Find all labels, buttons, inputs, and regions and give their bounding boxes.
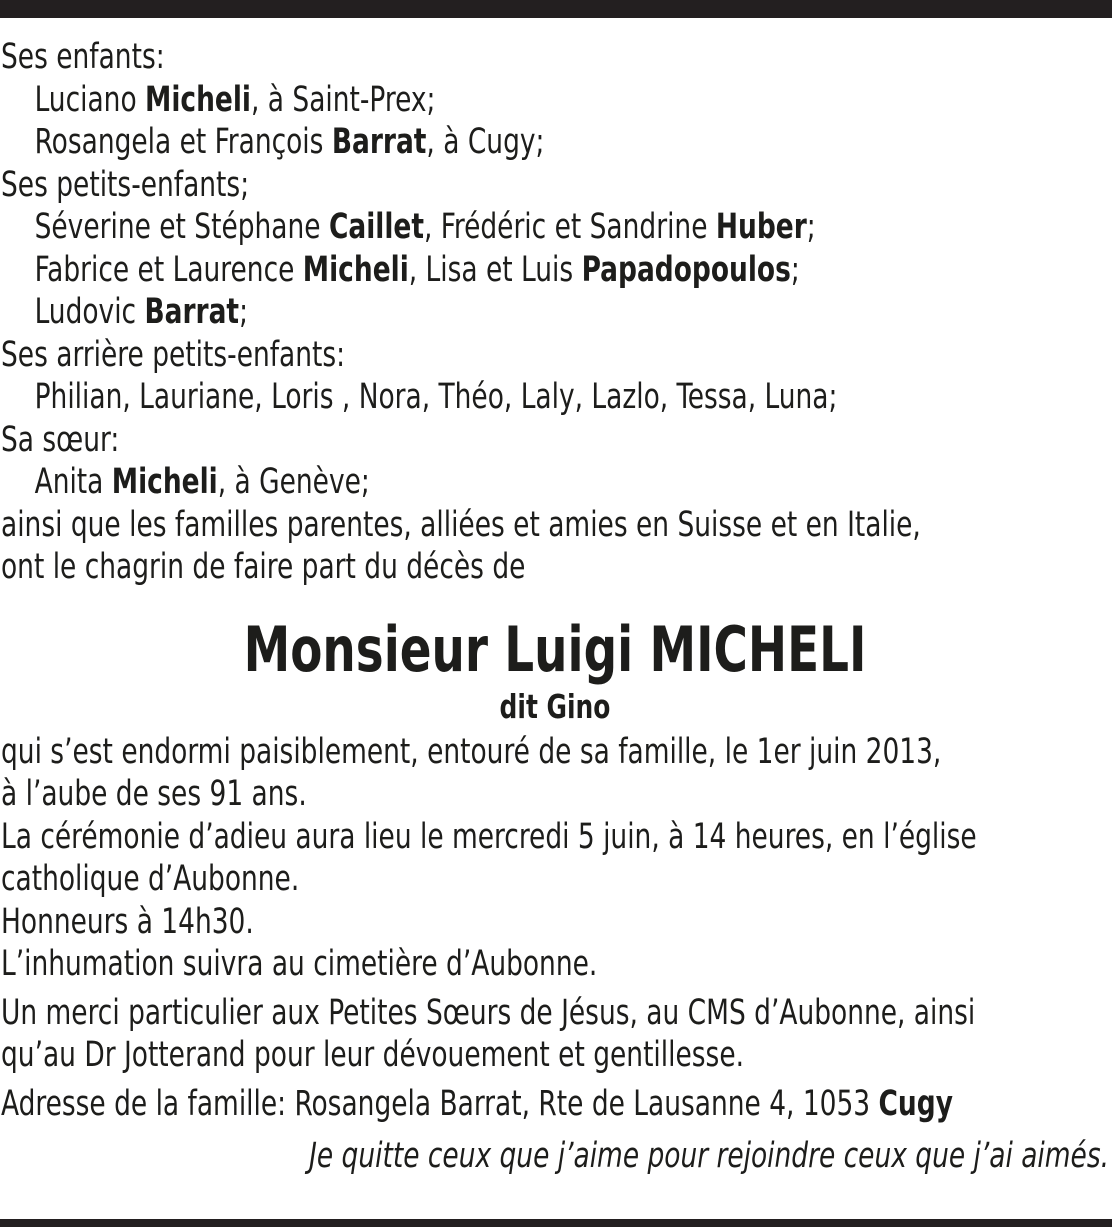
gc-surname: Caillet: [328, 207, 424, 247]
child-last: Micheli: [145, 79, 251, 120]
gc-text: , Lisa et Luis: [408, 249, 582, 290]
obituary-notice: [1, 36, 1109, 1178]
child-luciano: [1, 79, 932, 122]
grandchildren-line-1: [1, 206, 932, 249]
grandchildren-heading: Ses petits-enfants;: [1, 164, 250, 205]
gc-surname: Papadopoulos: [581, 249, 791, 290]
other-families: ainsi que les familles parentes, alliées et amies en Suisse et en Italie,: [1, 504, 921, 545]
sister-last: Micheli: [111, 462, 218, 502]
ceremony-line-1: La cérémonie d’adieu aura lieu le mercredi 5 juin, à 14 heures, en l’église: [1, 816, 977, 857]
closing-quote: Je quitte ceux que j’aime pour rejoindre ceux que j’ai aimés.: [309, 1136, 1110, 1176]
sister-first: Anita: [34, 462, 112, 502]
grandchildren-line-3: [1, 291, 932, 334]
sister-anita: [1, 461, 932, 504]
child-place: , à Saint-Prex;: [250, 79, 436, 120]
child-first: Luciano: [34, 79, 146, 120]
gc-surname: Barrat: [144, 292, 240, 332]
bottom-rule: [0, 1219, 1112, 1227]
address-text: Adresse de la famille: Rosangela Barrat, Rte de Lausanne 4, 1053: [1, 1083, 879, 1124]
gc-text: ;: [806, 207, 816, 247]
children-heading: Ses enfants:: [1, 37, 165, 77]
child-rosangela: [1, 121, 932, 164]
sister-heading: Sa sœur:: [1, 419, 120, 460]
body-line-2: à l’aube de ses 91 ans.: [1, 774, 307, 814]
child-first: Rosangela et François: [34, 122, 332, 162]
sister-place: , à Genève;: [217, 462, 370, 502]
child-place: , à Cugy;: [426, 122, 545, 162]
announcement: ont le chagrin de faire part du décès de: [1, 547, 526, 587]
gc-surname: Huber: [715, 207, 807, 247]
ceremony-line-2: catholique d’Aubonne.: [1, 859, 300, 899]
gc-text: ;: [239, 292, 249, 332]
gc-surname: Micheli: [302, 249, 409, 290]
deceased-name: Monsieur Luigi MICHELI: [243, 612, 867, 686]
gc-text: Ludovic: [34, 292, 145, 332]
gc-text: Séverine et Stéphane: [34, 207, 329, 247]
gc-text: , Frédéric et Sandrine: [423, 207, 716, 247]
great-grandchildren-list: Philian, Lauriane, Loris , Nora, Théo, Laly, Lazlo, Tessa, Luna;: [34, 377, 838, 417]
thanks-line-1: Un merci particulier aux Petites Sœurs de Jésus, au CMS d’Aubonne, ainsi: [1, 992, 976, 1033]
deceased-nickname: dit Gino: [499, 686, 611, 726]
gc-text: ;: [790, 249, 800, 290]
grandchildren-line-2: [1, 249, 932, 292]
address-city: Cugy: [878, 1083, 953, 1124]
honours-line: Honneurs à 14h30.: [1, 901, 254, 942]
thanks-line-2: qu’au Dr Jotterand pour leur dévouement et gentillesse.: [1, 1035, 745, 1075]
child-last: Barrat: [331, 122, 427, 162]
family-address: [1, 1083, 953, 1126]
body-line-1: qui s’est endormi paisiblement, entouré de sa famille, le 1er juin 2013,: [1, 731, 942, 772]
great-grandchildren-heading: Ses arrière petits-enfants:: [1, 334, 346, 375]
gc-text: Fabrice et Laurence: [34, 249, 303, 290]
burial-line: L’inhumation suivra au cimetière d’Aubonne.: [1, 944, 598, 984]
top-rule: [0, 0, 1112, 18]
